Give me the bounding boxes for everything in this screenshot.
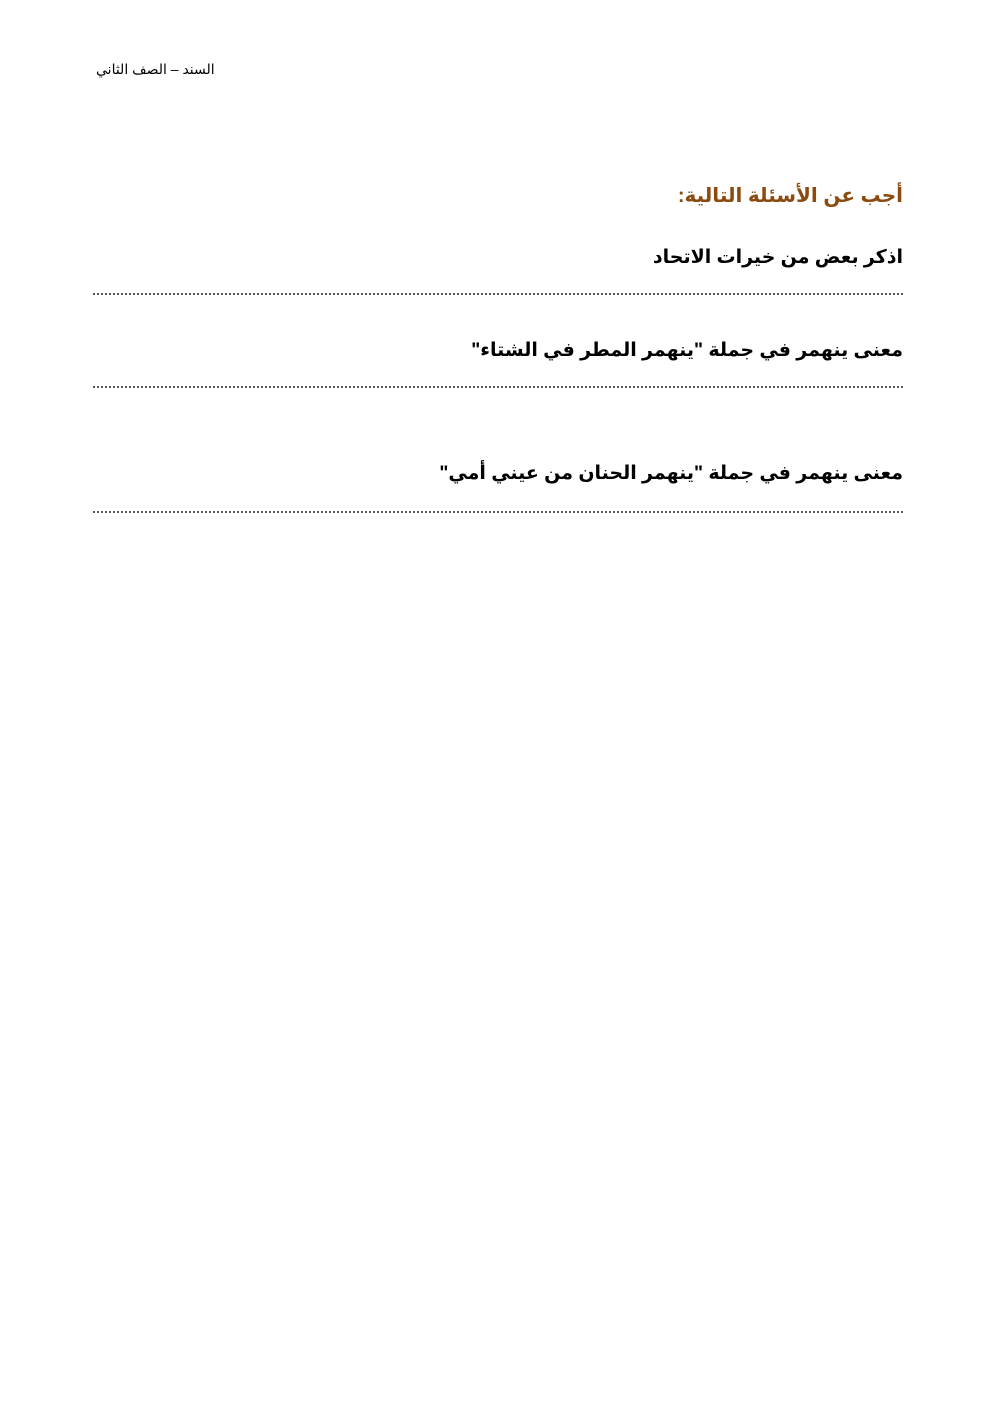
instruction-heading: أجب عن الأسئلة التالية: — [677, 185, 903, 207]
answer-line-3[interactable] — [93, 511, 903, 513]
answer-line-1[interactable] — [93, 293, 903, 295]
answer-line-2[interactable] — [93, 386, 903, 388]
question-1: اذكر بعض من خيرات الاتحاد — [652, 247, 903, 268]
question-2: معنى ينهمر في جملة "ينهمر المطر في الشتاء" — [471, 340, 903, 361]
page-header: السند – الصف الثاني — [96, 61, 215, 77]
question-3: معنى ينهمر في جملة "ينهمر الحنان من عيني أمي" — [439, 463, 903, 484]
